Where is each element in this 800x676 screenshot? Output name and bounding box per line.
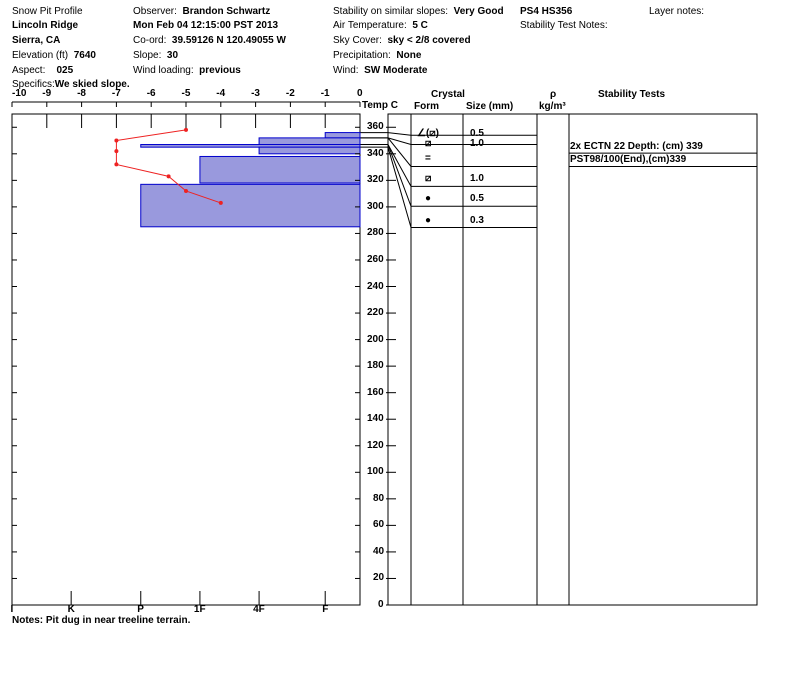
height-tick-label: 320 bbox=[367, 174, 384, 186]
bottom-tick-label: F bbox=[322, 604, 329, 615]
crystal-size-value: 0.3 bbox=[470, 214, 484, 226]
height-tick-label: 180 bbox=[367, 360, 384, 372]
height-tick-label: 60 bbox=[373, 519, 385, 531]
height-tick-label: 120 bbox=[367, 439, 384, 451]
temperature-point bbox=[184, 128, 188, 132]
temperature-point bbox=[114, 162, 118, 166]
density-unit-header: kg/m³ bbox=[539, 101, 566, 112]
crystal-form-symbol: ⧄ bbox=[425, 173, 432, 185]
elevation-label: Elevation (ft) bbox=[12, 50, 69, 61]
temp-column-header: Temp C bbox=[362, 100, 398, 111]
stability-test-notes-label: Stability Test Notes: bbox=[520, 20, 608, 31]
hardness-layer-bar bbox=[259, 147, 360, 154]
stability-tests-header: Stability Tests bbox=[598, 89, 666, 100]
top-tick-label: -8 bbox=[77, 88, 86, 99]
crystal-column-header: Crystal bbox=[431, 89, 465, 100]
ps-hs: PS4 HS356 bbox=[520, 6, 573, 17]
height-tick-label: 160 bbox=[367, 386, 384, 398]
crystal-size-value: 1.0 bbox=[470, 137, 484, 149]
bottom-tick-label: P bbox=[137, 604, 144, 615]
region-name: Sierra, CA bbox=[12, 35, 61, 46]
air-temp-label: Air Temperature: bbox=[333, 20, 407, 31]
specifics-value: We skied slope. bbox=[54, 79, 130, 90]
crystal-form-symbol: ⧄ bbox=[425, 137, 432, 149]
bottom-tick-label: 1F bbox=[193, 604, 206, 615]
bottom-tick-label: 4F bbox=[253, 604, 265, 615]
top-tick-label: -9 bbox=[42, 88, 52, 99]
aspect-label: Aspect: bbox=[12, 65, 46, 76]
height-tick-label: 20 bbox=[373, 572, 385, 584]
height-tick-label: 200 bbox=[367, 333, 384, 345]
density-column-header: ρ bbox=[550, 89, 557, 100]
layer-connector bbox=[360, 133, 537, 136]
crystal-size-value: 0.5 bbox=[470, 128, 484, 140]
crystal-form-symbol: ∠(⧄) bbox=[417, 128, 439, 140]
wind-loading-value: previous bbox=[199, 65, 241, 76]
aspect-value: 025 bbox=[56, 65, 74, 76]
size-column-header: Size (mm) bbox=[466, 101, 514, 112]
top-tick-label: -6 bbox=[146, 88, 156, 99]
observer-label: Observer: bbox=[133, 6, 177, 17]
stability-value: Very Good bbox=[453, 6, 504, 17]
precip-label: Precipitation: bbox=[333, 50, 391, 61]
temperature-point bbox=[114, 139, 118, 143]
hardness-layer-bar bbox=[200, 156, 360, 183]
elevation-value: 7640 bbox=[73, 50, 96, 61]
crystal-form-symbol: ● bbox=[425, 214, 432, 226]
grid-lines bbox=[12, 114, 757, 605]
coord-value: 39.59126 N 120.49055 W bbox=[171, 35, 286, 46]
bottom-tick-label: I bbox=[10, 604, 14, 615]
form-column-header: Form bbox=[414, 101, 439, 112]
height-tick-label: 80 bbox=[373, 492, 385, 504]
observation-datetime: Mon Feb 04 12:15:00 PST 2013 bbox=[133, 20, 279, 31]
layer-connector bbox=[360, 138, 537, 167]
air-temp-value: 5 C bbox=[412, 20, 428, 31]
temperature-point bbox=[114, 149, 118, 153]
layer-connector bbox=[360, 147, 537, 227]
crystal-size-value: 0.5 bbox=[470, 193, 484, 205]
layer-connector bbox=[360, 138, 537, 145]
slope-value: 30 bbox=[166, 50, 179, 61]
hardness-layers bbox=[141, 133, 360, 227]
stability-label: Stability on similar slopes: bbox=[333, 6, 449, 17]
precip-value: None bbox=[396, 50, 422, 61]
stability-test-text: 2x ECTN 22 Depth: (cm) 339 bbox=[570, 141, 703, 153]
height-tick-label: 260 bbox=[367, 253, 384, 265]
layer-table-frame bbox=[388, 114, 757, 605]
top-tick-label: -10 bbox=[12, 88, 27, 99]
hardness-layer-bar bbox=[141, 184, 360, 226]
top-tick-label: -3 bbox=[251, 88, 260, 99]
slope-label: Slope: bbox=[133, 50, 162, 61]
crystal-size-value: 1.0 bbox=[470, 173, 484, 185]
hardness-layer-bar bbox=[325, 133, 360, 138]
top-tick-label: -5 bbox=[181, 88, 191, 99]
height-tick-label: 220 bbox=[367, 307, 384, 319]
hardness-layer-bar bbox=[259, 138, 360, 145]
top-tick-label: 0 bbox=[357, 88, 363, 99]
wind-value: SW Moderate bbox=[364, 65, 428, 76]
height-tick-label: 140 bbox=[367, 413, 384, 425]
height-tick-label: 40 bbox=[373, 545, 385, 557]
height-tick-label: 360 bbox=[367, 121, 384, 133]
observer-value: Brandon Schwartz bbox=[182, 6, 271, 17]
top-tick-label: -7 bbox=[111, 88, 121, 99]
top-tick-label: -4 bbox=[216, 88, 226, 99]
header-title: Snow Pit Profile bbox=[12, 6, 83, 17]
sky-label: Sky Cover: bbox=[333, 35, 382, 46]
specifics-label: Specifics: bbox=[12, 79, 55, 90]
height-tick-label: 240 bbox=[367, 280, 384, 292]
wind-label: Wind: bbox=[333, 65, 359, 76]
height-tick-label: 280 bbox=[367, 227, 384, 239]
crystal-form-symbol: ● bbox=[425, 193, 432, 205]
coord-label: Co-ord: bbox=[133, 35, 167, 46]
bottom-tick-label: K bbox=[67, 604, 75, 615]
crystal-form-symbol: = bbox=[425, 153, 431, 165]
sky-value: sky < 2/8 covered bbox=[387, 35, 471, 46]
height-tick-label: 300 bbox=[367, 200, 384, 212]
height-tick-label: 100 bbox=[367, 466, 384, 478]
notes-text: Notes: Pit dug in near treeline terrain. bbox=[12, 615, 191, 626]
top-tick-label: -1 bbox=[320, 88, 330, 99]
height-tick-label: 340 bbox=[367, 147, 384, 159]
temperature-point bbox=[184, 189, 188, 193]
stability-test-text: PST98/100(End),(cm)339 bbox=[570, 154, 687, 166]
temperature-point bbox=[219, 201, 223, 205]
location-name: Lincoln Ridge bbox=[12, 20, 79, 31]
layer-notes-label: Layer notes: bbox=[649, 6, 705, 17]
temperature-point bbox=[167, 174, 171, 178]
wind-loading-label: Wind loading: bbox=[133, 65, 194, 76]
top-tick-label: -2 bbox=[285, 88, 295, 99]
height-tick-label: 0 bbox=[378, 599, 384, 610]
